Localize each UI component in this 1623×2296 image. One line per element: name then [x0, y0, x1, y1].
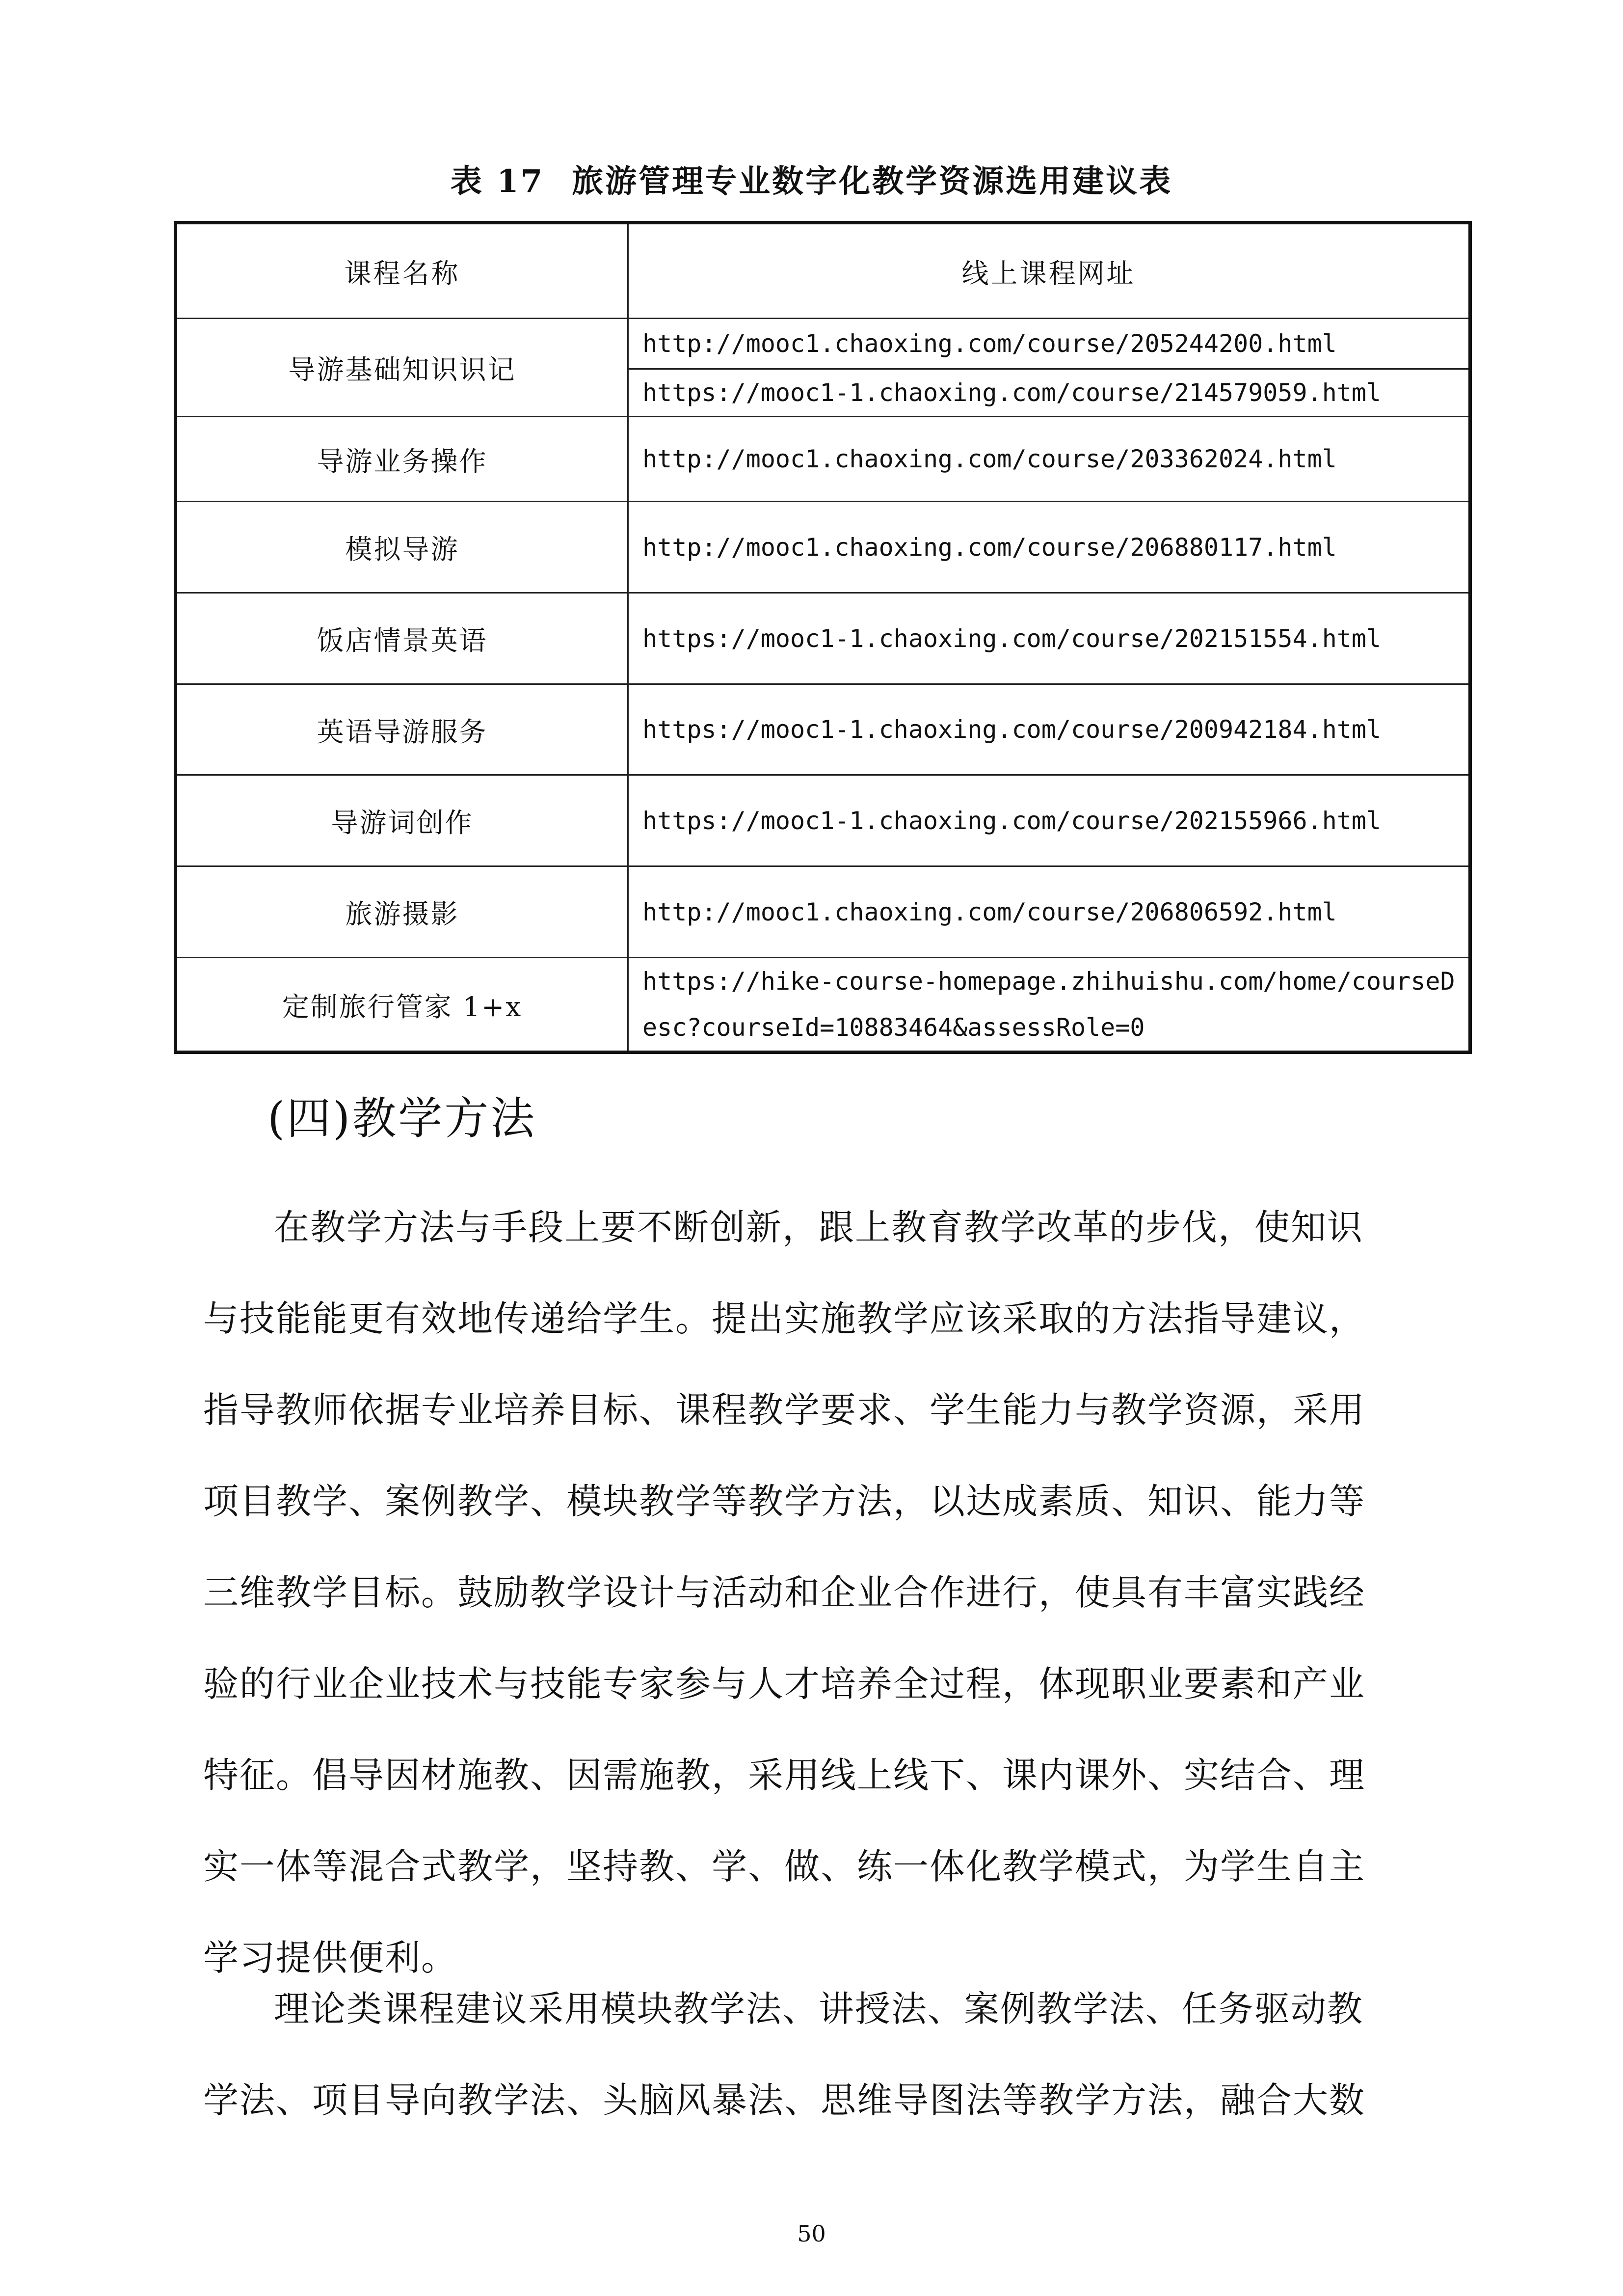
course-url[interactable]: https://mooc1-1.chaoxing.com/course/200942184.html — [628, 684, 1470, 775]
table-row — [176, 684, 1470, 775]
resource-table — [174, 221, 1472, 1054]
paragraph-line: 指导教师依据专业培养目标、课程教学要求、学生能力与教学资源，采用 — [203, 1389, 1366, 1431]
paragraph-line: 实一体等混合式教学，坚持教、学、做、练一体化教学模式，为学生自主 — [203, 1846, 1366, 1887]
course-url[interactable]: https://mooc1-1.chaoxing.com/course/202155966.html — [628, 775, 1470, 866]
course-name: 饭店情景英语 — [176, 593, 628, 684]
course-url[interactable]: http://mooc1.chaoxing.com/course/206880117.html — [628, 502, 1470, 593]
table-caption-number: 表 17 — [450, 163, 545, 200]
paragraph-line: 理论类课程建议采用模块教学法、讲授法、案例教学法、任务驱动教 — [274, 1988, 1364, 2029]
page-number: 50 — [797, 2220, 826, 2247]
course-url[interactable]: https://hike-course-homepage.zhihuishu.com/home/courseDesc?courseId=10883464&assessRole=0 — [628, 958, 1470, 1053]
paragraph-line: 在教学方法与手段上要不断创新，跟上教育教学改革的步伐，使知识 — [274, 1207, 1364, 1248]
course-name: 导游基础知识识记 — [176, 319, 628, 417]
table-caption-title: 旅游管理专业数字化教学资源选用建议表 — [572, 163, 1173, 200]
paragraph-line: 三维教学目标。鼓励教学设计与活动和企业合作进行，使具有丰富实践经 — [203, 1572, 1366, 1613]
table-row — [176, 866, 1470, 958]
course-name: 模拟导游 — [176, 502, 628, 593]
course-url[interactable]: http://mooc1.chaoxing.com/course/205244200.html — [628, 319, 1470, 369]
table-row — [176, 593, 1470, 684]
paragraph-line: 验的行业企业技术与技能专家参与人才培养全过程，体现职业要素和产业 — [203, 1663, 1366, 1704]
course-name: 旅游摄影 — [176, 866, 628, 958]
table-row — [176, 417, 1470, 502]
course-url[interactable]: http://mooc1.chaoxing.com/course/206806592.html — [628, 866, 1470, 958]
course-url[interactable]: https://mooc1-1.chaoxing.com/course/214579059.html — [628, 369, 1470, 417]
table-caption — [0, 156, 1623, 201]
paragraph-line: 特征。倡导因材施教、因需施教，采用线上线下、课内课外、实结合、理 — [203, 1755, 1366, 1796]
course-url[interactable]: https://mooc1-1.chaoxing.com/course/202151554.html — [628, 593, 1470, 684]
paragraph-line: 项目教学、案例教学、模块教学等教学方法，以达成素质、知识、能力等 — [203, 1481, 1366, 1522]
course-url[interactable]: http://mooc1.chaoxing.com/course/203362024.html — [628, 417, 1470, 502]
paragraph-line: 与技能能更有效地传递给学生。提出实施教学应该采取的方法指导建议， — [203, 1298, 1366, 1339]
paragraph-teaching-methods — [203, 1182, 1440, 2003]
table-header-row — [176, 223, 1470, 319]
paragraph-line: 学法、项目导向教学法、头脑风暴法、思维导图法等教学方法，融合大数 — [203, 2080, 1366, 2121]
table-row — [176, 775, 1470, 866]
header-course-url: 线上课程网址 — [628, 223, 1470, 319]
paragraph-line: 学习提供便利。 — [203, 1937, 458, 1978]
course-name: 导游词创作 — [176, 775, 628, 866]
table-row — [176, 319, 1470, 369]
paragraph-theory-courses — [203, 1963, 1440, 2146]
course-name: 英语导游服务 — [176, 684, 628, 775]
header-course-name: 课程名称 — [176, 223, 628, 319]
table-row — [176, 502, 1470, 593]
course-name: 定制旅行管家 1+x — [176, 958, 628, 1053]
table-row — [176, 958, 1470, 1053]
course-name: 导游业务操作 — [176, 417, 628, 502]
section-title: (四)教学方法 — [267, 1093, 537, 1144]
